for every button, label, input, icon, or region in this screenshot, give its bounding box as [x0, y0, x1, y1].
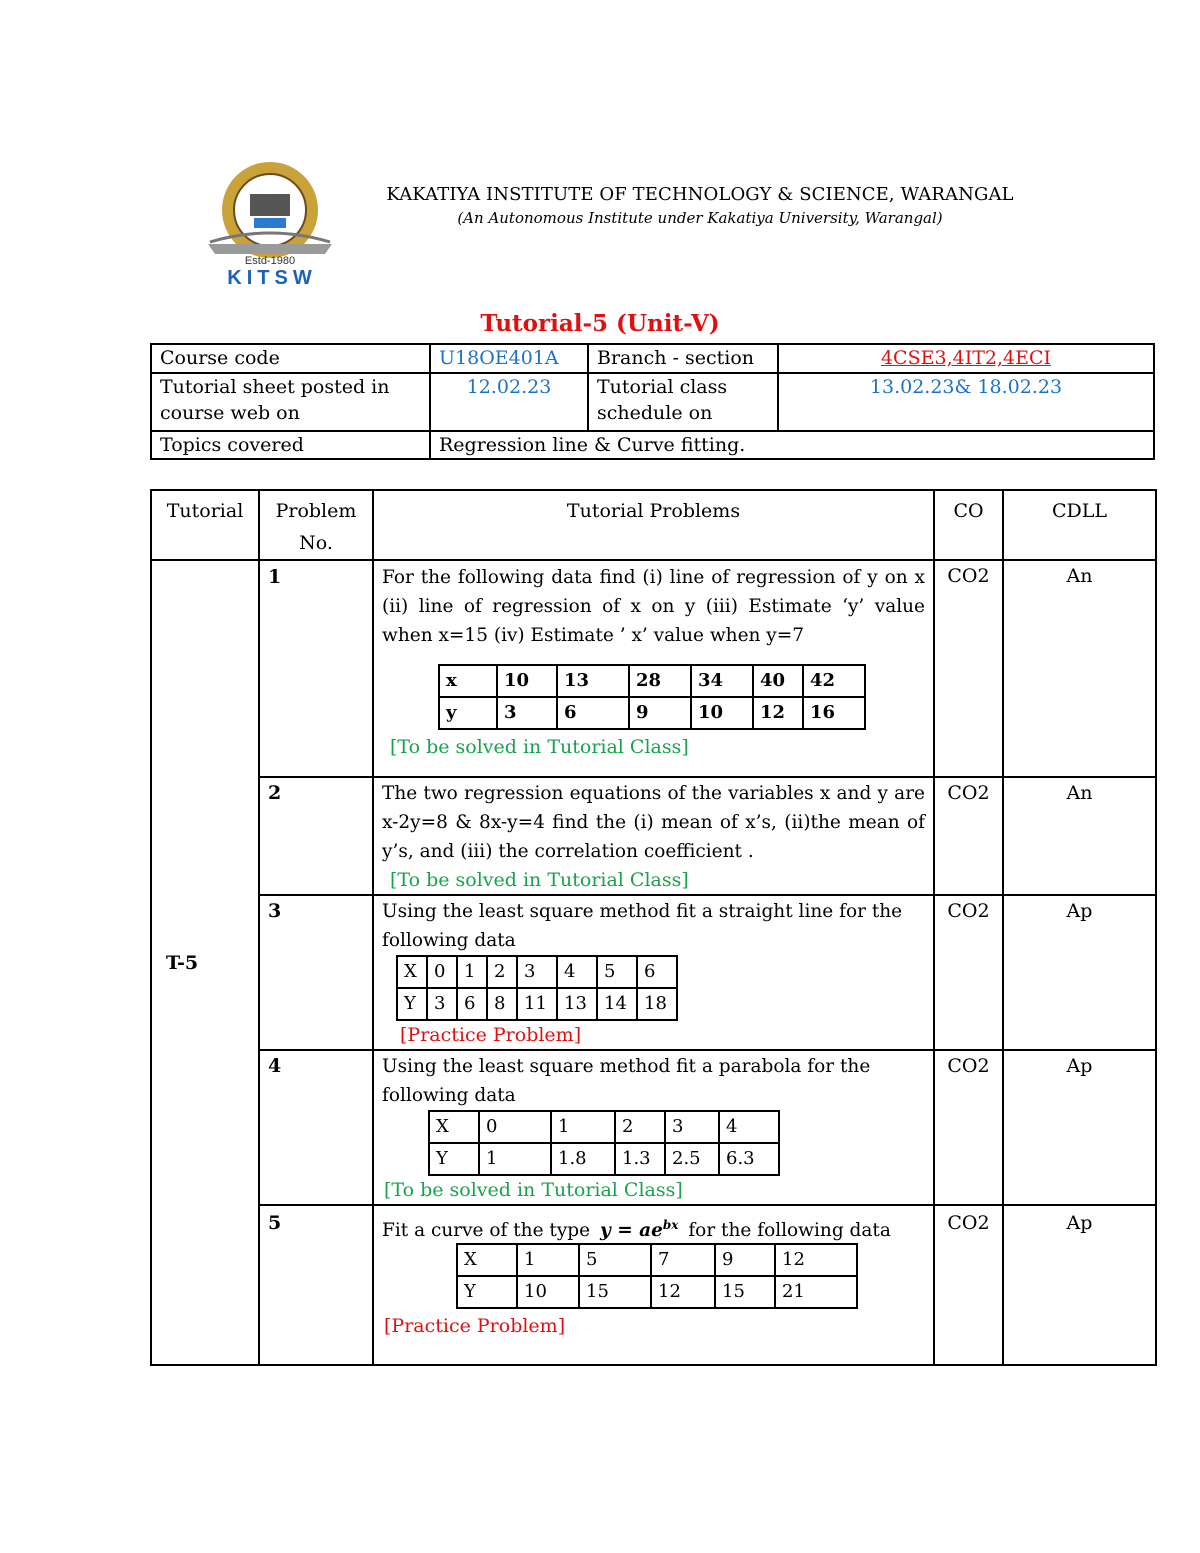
- institute-name: KAKATIYA INSTITUTE OF TECHNOLOGY & SCIENCE, WARANGAL: [386, 184, 1014, 205]
- problem-text: Using the least square method fit a straight line for the following data: [382, 901, 903, 951]
- header-row: [151, 490, 1156, 560]
- data-cell: 42: [803, 665, 865, 697]
- data-cell: 5: [579, 1244, 651, 1276]
- data-cell: 4: [719, 1111, 779, 1143]
- institute-subtitle: (An Autonomous Institute under Kakatiya University, Warangal): [457, 209, 943, 227]
- topics-label: Topics covered: [151, 431, 430, 459]
- posted-date: 12.02.23: [430, 373, 588, 431]
- data-cell: 3: [497, 697, 557, 729]
- data-cell: 21: [775, 1276, 857, 1308]
- header-problem-no: [259, 490, 373, 560]
- problem-note: [To be solved in Tutorial Class]: [384, 1179, 683, 1201]
- data-table: [396, 955, 678, 1021]
- problem-cdll: Ap: [1003, 1205, 1156, 1365]
- data-cell: 6: [557, 697, 629, 729]
- problem-number: 3: [259, 895, 373, 1050]
- data-table-row-y: [457, 1276, 857, 1308]
- data-cell: 6: [457, 988, 487, 1020]
- data-cell: 9: [715, 1244, 775, 1276]
- problem-row: [151, 1050, 1156, 1205]
- data-cell: 10: [691, 697, 753, 729]
- data-cell: 12: [651, 1276, 715, 1308]
- data-cell: 11: [517, 988, 557, 1020]
- data-label: X: [457, 1244, 517, 1276]
- schedule-label-line: schedule on: [597, 402, 713, 424]
- data-cell: 13: [557, 988, 597, 1020]
- data-cell: 3: [665, 1111, 719, 1143]
- problem-co: CO2: [934, 895, 1003, 1050]
- problem-co: CO2: [934, 1205, 1003, 1365]
- data-cell: 2.5: [665, 1143, 719, 1175]
- course-code-label: Course code: [151, 344, 430, 373]
- problem-note: [Practice Problem]: [400, 1024, 582, 1046]
- data-cell: 10: [517, 1276, 579, 1308]
- problem-cdll: An: [1003, 560, 1156, 777]
- posted-label-line: course web on: [160, 402, 300, 424]
- tutorial-problems-table: [150, 489, 1157, 1366]
- data-label: Y: [397, 988, 427, 1020]
- data-cell: 4: [557, 956, 597, 988]
- data-cell: 1: [517, 1244, 579, 1276]
- data-table-row-x: [397, 956, 677, 988]
- data-cell: 10: [497, 665, 557, 697]
- problem-text: Using the least square method fit a parabola for the following data: [382, 1056, 871, 1106]
- data-cell: 3: [517, 956, 557, 988]
- schedule-date: 13.02.23& 18.02.23: [778, 373, 1154, 431]
- posted-label: [151, 373, 430, 431]
- problem-row: [151, 1205, 1156, 1365]
- header-problem-line: No.: [299, 532, 333, 554]
- header-co: CO: [934, 490, 1003, 560]
- data-cell: 15: [579, 1276, 651, 1308]
- svg-text:Estd-1980: Estd-1980: [244, 255, 296, 267]
- problem-co: CO2: [934, 560, 1003, 777]
- data-cell: 7: [651, 1244, 715, 1276]
- data-cell: 0: [427, 956, 457, 988]
- data-cell: 40: [753, 665, 803, 697]
- data-cell: 18: [637, 988, 677, 1020]
- posted-label-line: Tutorial sheet posted in: [160, 376, 390, 398]
- header-tutorial-problems: Tutorial Problems: [373, 490, 934, 560]
- problem-cell: [373, 1050, 934, 1205]
- data-table-row-x: [457, 1244, 857, 1276]
- data-table: [438, 664, 866, 730]
- problem-text: For the following data find (i) line of regression of y on x (ii) line of regression of x on y (iii) Estimate ‘y’ value when x=15 (iv) Estimate ’ x’ value when y=7: [382, 567, 925, 646]
- problem-row: [151, 895, 1156, 1050]
- data-cell: 34: [691, 665, 753, 697]
- problem-cdll: Ap: [1003, 1050, 1156, 1205]
- header-tutorial: Tutorial: [151, 490, 259, 560]
- formula-base: y = ae: [600, 1220, 663, 1242]
- data-cell: 0: [479, 1111, 551, 1143]
- header-problem-line: Problem: [275, 500, 357, 522]
- data-table-row-y: [397, 988, 677, 1020]
- data-table: [456, 1243, 858, 1309]
- problem-text: [382, 1206, 925, 1247]
- data-table-row-x: [429, 1111, 779, 1143]
- svg-text:KITSW: KITSW: [227, 267, 317, 288]
- problem-note: [Practice Problem]: [384, 1315, 566, 1338]
- data-label: Y: [457, 1276, 517, 1308]
- data-table-row-y: [439, 697, 865, 729]
- formula: [600, 1220, 678, 1241]
- course-code-value: U18OE401A: [430, 344, 588, 373]
- header-cdll: CDLL: [1003, 490, 1156, 560]
- problem-cell: [373, 560, 934, 777]
- data-table-row-y: [429, 1143, 779, 1175]
- data-cell: 1: [457, 956, 487, 988]
- tutorial-id: T-5: [151, 560, 259, 1365]
- problem-co: CO2: [934, 1050, 1003, 1205]
- data-label: X: [397, 956, 427, 988]
- tutorial-title: Tutorial-5 (Unit-V): [480, 310, 720, 337]
- problem-cdll: Ap: [1003, 895, 1156, 1050]
- problem-note: [To be solved in Tutorial Class]: [390, 869, 689, 891]
- info-row: [151, 431, 1154, 459]
- branch-value: 4CSE3,4IT2,4ECI: [778, 344, 1154, 373]
- data-cell: 12: [753, 697, 803, 729]
- course-info-table: [150, 343, 1155, 460]
- data-cell: 1: [479, 1143, 551, 1175]
- data-cell: 8: [487, 988, 517, 1020]
- problem-cell: [373, 1205, 934, 1365]
- problem-number: 1: [259, 560, 373, 777]
- problem-text: The two regression equations of the variables x and y are x-2y=8 & 8x-y=4 find the (i) mean of x’s, (ii)the mean of y’s, and (iii) the correlation coefficient .: [382, 783, 925, 862]
- data-cell: 6.3: [719, 1143, 779, 1175]
- problem-cdll: An: [1003, 777, 1156, 895]
- data-cell: 3: [427, 988, 457, 1020]
- data-label: Y: [429, 1143, 479, 1175]
- problem-cell: [373, 895, 934, 1050]
- data-table: [428, 1110, 780, 1176]
- schedule-label: [588, 373, 778, 431]
- problem-number: 2: [259, 777, 373, 895]
- problem-cell: [373, 777, 934, 895]
- data-cell: 5: [597, 956, 637, 988]
- info-row: [151, 373, 1154, 431]
- data-cell: 2: [615, 1111, 665, 1143]
- problem-row: [151, 560, 1156, 777]
- problem-note: [To be solved in Tutorial Class]: [390, 736, 689, 758]
- problem-text-part: Fit a curve of the type: [382, 1220, 591, 1242]
- problem-text-part: for the following data: [688, 1220, 891, 1242]
- data-cell: 12: [775, 1244, 857, 1276]
- branch-label: Branch - section: [588, 344, 778, 373]
- data-table-row-x: [439, 665, 865, 697]
- data-cell: 28: [629, 665, 691, 697]
- info-row: [151, 344, 1154, 373]
- data-cell: 9: [629, 697, 691, 729]
- data-cell: 16: [803, 697, 865, 729]
- data-cell: 1.3: [615, 1143, 665, 1175]
- data-label: x: [439, 665, 497, 697]
- problem-number: 5: [259, 1205, 373, 1365]
- data-cell: 14: [597, 988, 637, 1020]
- data-cell: 15: [715, 1276, 775, 1308]
- data-cell: 6: [637, 956, 677, 988]
- formula-exponent: bx: [662, 1218, 679, 1232]
- topics-value: Regression line & Curve fitting.: [430, 431, 1154, 459]
- data-label: X: [429, 1111, 479, 1143]
- problem-row: [151, 777, 1156, 895]
- problem-number: 4: [259, 1050, 373, 1205]
- schedule-label-line: Tutorial class: [597, 376, 728, 398]
- data-cell: 2: [487, 956, 517, 988]
- data-cell: 1.8: [551, 1143, 615, 1175]
- data-cell: 1: [551, 1111, 615, 1143]
- data-cell: 13: [557, 665, 629, 697]
- problem-co: CO2: [934, 777, 1003, 895]
- data-label: y: [439, 697, 497, 729]
